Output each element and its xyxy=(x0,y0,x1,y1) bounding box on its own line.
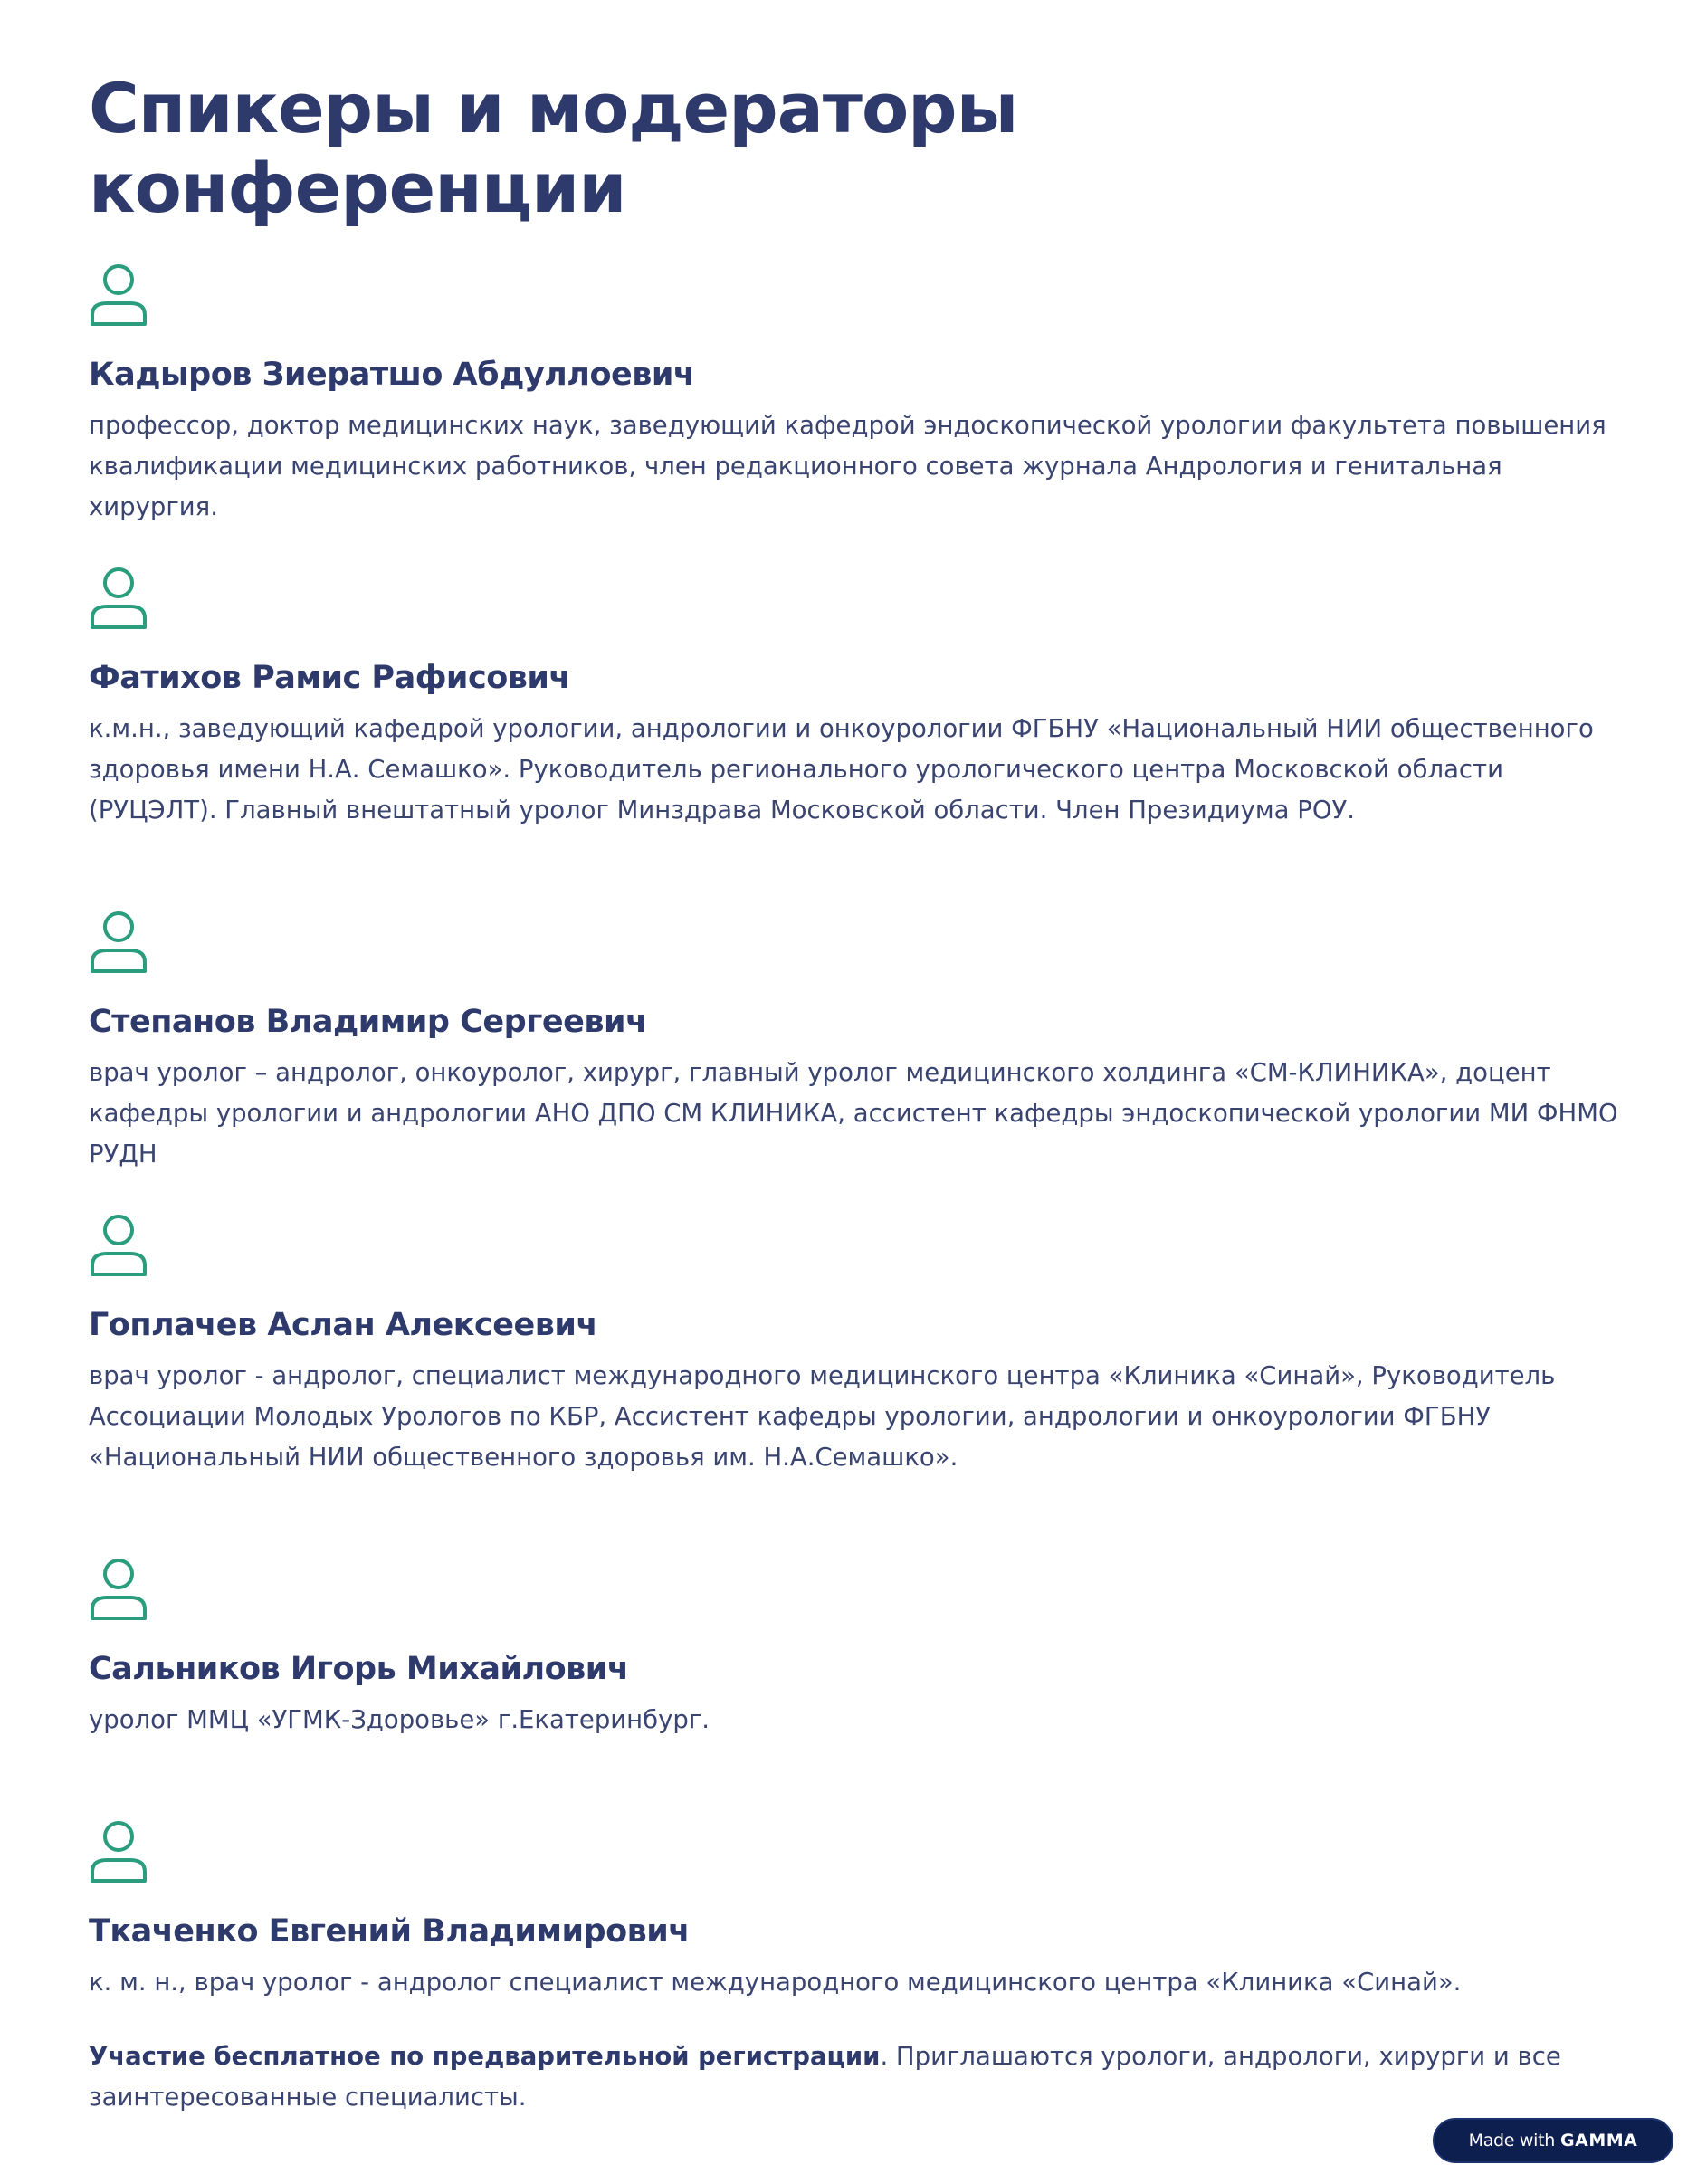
page-title: Спикеры и модераторы конференции xyxy=(89,68,1018,228)
speaker-name: Гоплачев Аслан Алексеевич xyxy=(89,1307,597,1343)
speaker-name: Ткаченко Евгений Владимирович xyxy=(89,1913,690,1950)
speaker-card xyxy=(89,262,1618,528)
person-icon xyxy=(89,566,148,631)
speaker-card xyxy=(89,910,1618,1175)
speaker-description: профессор, доктор медицинских наук, заведующий кафедрой эндоскопической урологии факультета повышения квалификации медицинских работников, член редакционного совета журнала Андрология и генитальная хирургия. xyxy=(89,411,1606,521)
person-icon xyxy=(89,910,148,975)
registration-note-bold: Участие бесплатное по предварительной регистрации xyxy=(89,2042,881,2071)
person-icon xyxy=(89,1213,148,1278)
person-icon xyxy=(89,1819,148,1884)
speaker-card xyxy=(89,1557,1618,1741)
speaker-description: к. м. н., врач уролог - андролог специалист международного медицинского центра «Клиника «Синай». xyxy=(89,1968,1462,1997)
speaker-description: уролог ММЦ «УГМК-Здоровье» г.Екатеринбург. xyxy=(89,1705,710,1734)
speaker-description: врач уролог – андролог, онкоуролог, хирург, главный уролог медицинского холдинга «СМ-КЛИНИКА», доцент кафедры урологии и андрологии АНО ДПО СМ КЛИНИКА, ассистент кафедры эндоскопической урологии МИ ФНМО РУДН xyxy=(89,1058,1618,1168)
speaker-description: врач уролог - андролог, специалист международного медицинского центра «Клиника «Синай», Руководитель Ассоциации Молодых Урологов по КБР, Ассистент кафедры урологии, андрологии и онкоурологии ФГБНУ «Национальный НИИ общественного здоровья им. Н.А.Семашко». xyxy=(89,1361,1556,1472)
speaker-name: Сальников Игорь Михайлович xyxy=(89,1651,629,1687)
speaker-card xyxy=(89,1819,1618,2003)
made-with-gamma-badge[interactable] xyxy=(1433,2118,1673,2163)
gamma-logo: GAMMA xyxy=(1560,2131,1638,2151)
speaker-card xyxy=(89,1213,1618,1478)
speaker-description: к.м.н., заведующий кафедрой урологии, андрологии и онкоурологии ФГБНУ «Национальный НИИ общественного здоровья имени Н.А. Семашко». Руководитель регионального урологического центра Московской области (РУЦЭЛТ). Главный внештатный уролог Минздрава Московской области. Член Президиума РОУ. xyxy=(89,714,1594,825)
speaker-card xyxy=(89,566,1618,831)
speaker-name: Фатихов Рамис Рафисович xyxy=(89,660,570,696)
person-icon xyxy=(89,262,148,328)
badge-prefix: Made with xyxy=(1468,2131,1556,2151)
speaker-name: Степанов Владимир Сергеевич xyxy=(89,1004,647,1040)
registration-note-text: . Приглашаются урологи, андрологи, хирурги и все заинтересованные специалисты. xyxy=(89,2042,1561,2112)
person-icon xyxy=(89,1557,148,1622)
speaker-name: Кадыров Зиератшо Абдуллоевич xyxy=(89,357,695,393)
registration-note xyxy=(89,2036,1618,2118)
